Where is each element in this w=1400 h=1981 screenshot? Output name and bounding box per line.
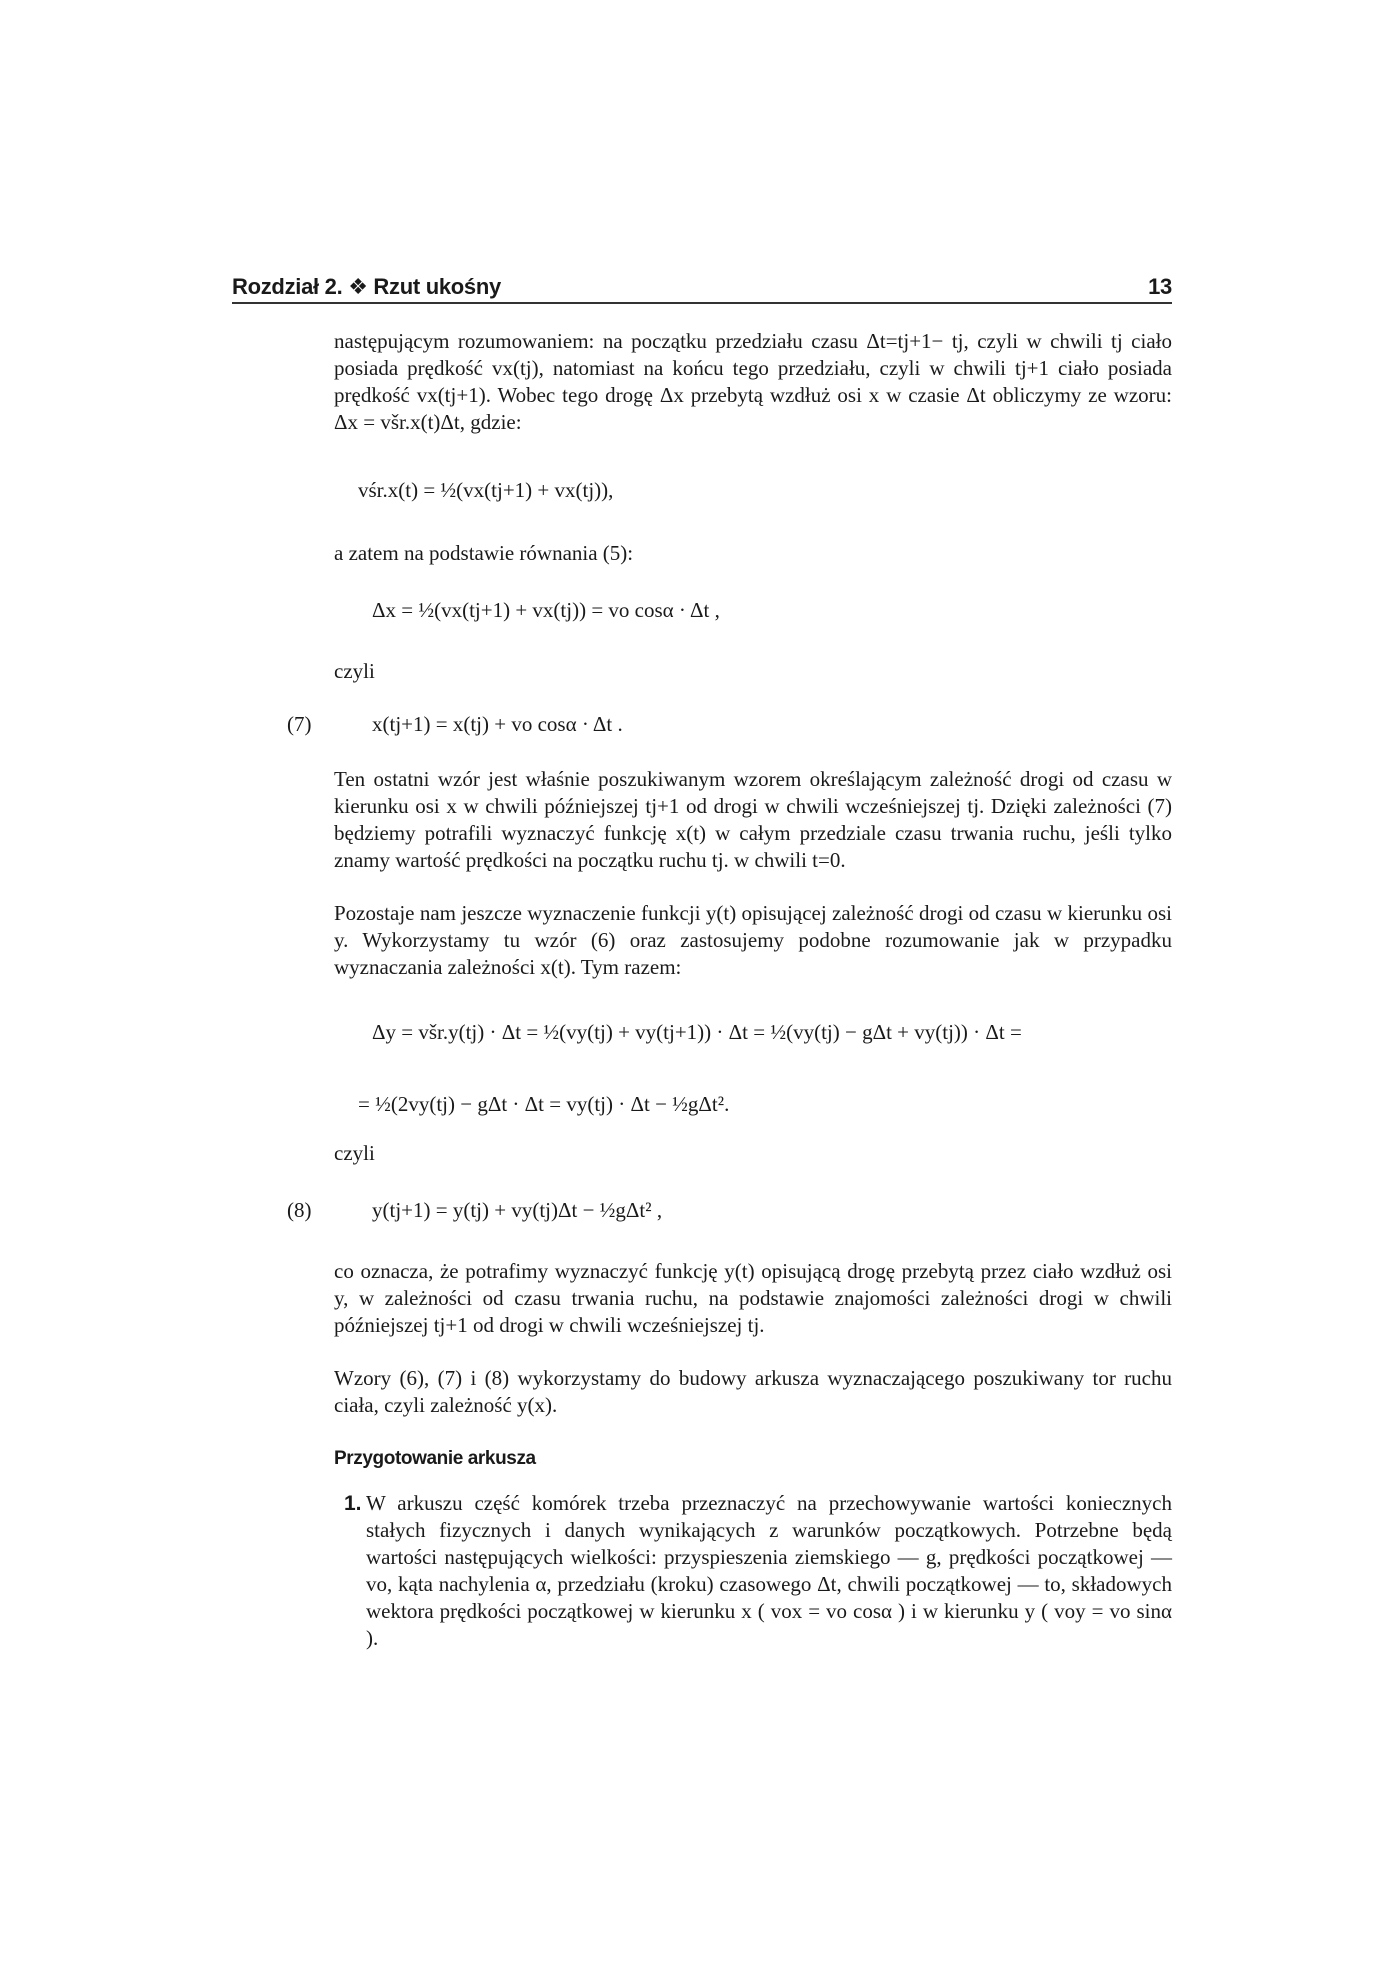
paragraph-a-zatem: a zatem na podstawie równania (5):	[334, 541, 634, 565]
list-item-number: 1.	[344, 1492, 362, 1515]
paragraph-wzory: Wzory (6), (7) i (8) wykorzystamy do budowy arkusza wyznaczającego poszukiwany tor ruchu ciała, czyli zależność y(x).	[334, 1366, 1172, 1417]
equation-number-7: (7)	[287, 712, 312, 736]
equation-number-8: (8)	[287, 1198, 312, 1222]
equation-delta-y-line-2: = ½(2vy(tj) − gΔt · Δt = vy(tj) · Δt − ½gΔt².	[358, 1092, 730, 1116]
paragraph-czyli-2: czyli	[334, 1141, 375, 1165]
paragraph-intro: następującym rozumowaniem: na początku przedziału czasu Δt=tj+1− tj, czyli w chwili tj ciało posiada prędkość vx(tj), natomiast na końcu tego przedziału, czyli w chwili tj+1 ciało posiada prędkość vx(tj+1). Wobec tego drogę Δx przebytą wzdłuż osi x w czasie Δt obliczymy ze wzoru: Δx = všr.x(t)Δt, gdzie:	[334, 329, 1172, 434]
paragraph-czyli-1: czyli	[334, 659, 375, 683]
page-number: 13	[1148, 274, 1172, 299]
list-item	[344, 1490, 1172, 1652]
equation-delta-x: Δx = ½(vx(tj+1) + vx(tj)) = vo cosα · Δt ,	[372, 598, 720, 622]
equation-delta-y-line-1: Δy = všr.y(tj) · Δt = ½(vy(tj) + vy(tj+1)) · Δt = ½(vy(tj) − gΔt + vy(tj)) · Δt =	[372, 1020, 1022, 1044]
paragraph-ten-ostatni: Ten ostatni wzór jest właśnie poszukiwanym wzorem określającym zależność drogi od czasu w kierunku osi x w chwili późniejszej tj+1 od drogi w chwili wcześniejszej tj. Dzięki zależności (7) będziemy potrafili wyznaczyć funkcję x(t) w całym przedziale czasu trwania ruchu, jeśli tylko znamy wartość prędkości na początku ruchu tj. w chwili t=0.	[334, 767, 1172, 872]
paragraph-co-oznacza: co oznacza, że potrafimy wyznaczyć funkcję y(t) opisującą drogę przebytą przez ciało wzdłuż osi y, w zależności od czasu trwania ruchu, na podstawie znajomości zależności drogi w chwili późniejszej tj+1 od drogi w chwili wcześniejszej tj.	[334, 1259, 1172, 1337]
equation-velocity-average: vśr.x(t) = ½(vx(tj+1) + vx(tj)),	[358, 478, 614, 502]
chapter-title: Rozdział 2. ❖ Rzut ukośny	[232, 274, 501, 299]
numbered-list	[344, 1490, 1172, 1652]
paragraph-pozostaje: Pozostaje nam jeszcze wyznaczenie funkcji y(t) opisującej zależność drogi od czasu w kierunku osi y. Wykorzystamy tu wzór (6) oraz zastosujemy podobne rozumowanie jak w przypadku wyznaczania zależności x(t). Tym razem:	[334, 901, 1172, 979]
running-header	[232, 272, 1172, 304]
section-heading: Przygotowanie arkusza	[334, 1448, 536, 1469]
equation-7: x(tj+1) = x(tj) + vo cosα · Δt .	[372, 712, 623, 736]
list-item-text: W arkuszu część komórek trzeba przeznaczyć na przechowywanie wartości koniecznych stałych fizycznych i danych wynikających z warunków początkowych. Potrzebne będą wartości następujących wielkości: przyspieszenia ziemskiego — g, prędkości początkowej — vo, kąta nachylenia α, przedziału (kroku) czasowego Δt, chwili początkowej — to, składowych wektora prędkości początkowej w kierunku x ( vox = vo cosα ) i w kierunku y ( voy = vo sinα ).	[366, 1491, 1172, 1650]
equation-8: y(tj+1) = y(tj) + vy(tj)Δt − ½gΔt² ,	[372, 1198, 663, 1222]
